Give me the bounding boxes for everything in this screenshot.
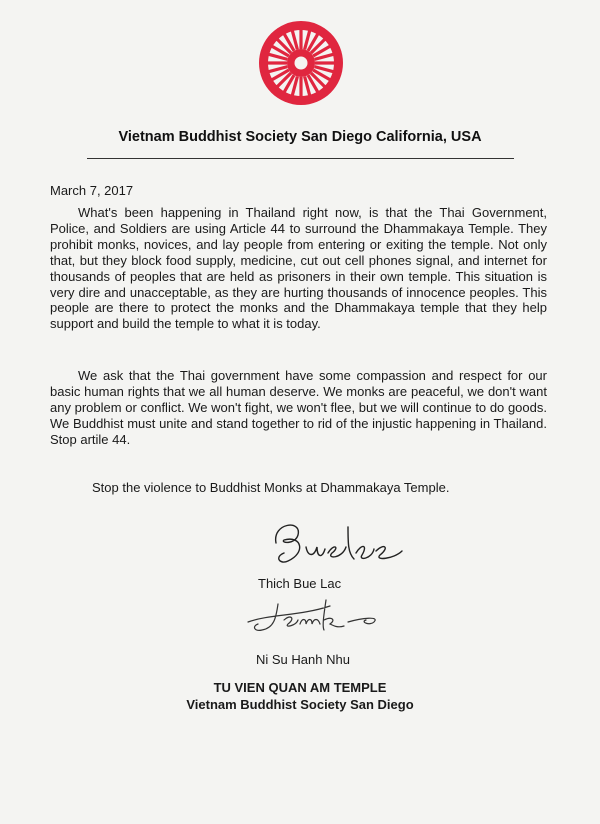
society-name: Vietnam Buddhist Society San Diego [186,696,414,712]
signature-ni-su-hanh-nhu [240,592,390,640]
signature-thich-bue-lac [262,513,412,573]
letter-paragraph: We ask that the Thai government have some compassion and respect for our basic human rights that we all human deserve. We monks are peaceful, we don't want any problem or conflict. We won't fight, we won't flee, but we will continue to do goods. We Buddhist must unite and stand together to rid of the injustic happening in Thailand. Stop artile 44. [50,368,547,447]
signer-name: Ni Su Hanh Nhu [256,652,350,667]
closing-statement: Stop the violence to Buddhist Monks at Dhammakaya Temple. [92,480,450,495]
letter-paragraph: What's been happening in Thailand right now, is that the Thai Government, Police, and Soldiers are using Article 44 to surround the Dhammakaya Temple. They prohibit monks, novices, and lay people from entering or exiting the temple. Not only that, but they block food supply, medicine, cut out cell phones signal, and internet for thousands of peoples that are held as prisoners in their own temple. This situation is very dire and unacceptable, as they are hurting thousands of innocence peoples. This people are there to protect the monks and the Dhammakaya temple that they help support and build the temple to what it is today. [50,205,547,332]
footer-organization [0,680,600,713]
temple-name: TU VIEN QUAN AM TEMPLE [213,680,387,695]
header-divider [87,158,514,159]
organization-title: Vietnam Buddhist Society San Diego California, USA [118,129,482,145]
signer-name: Thich Bue Lac [258,576,342,591]
letter-date: March 7, 2017 [50,183,134,198]
dharma-wheel-icon [256,18,346,108]
